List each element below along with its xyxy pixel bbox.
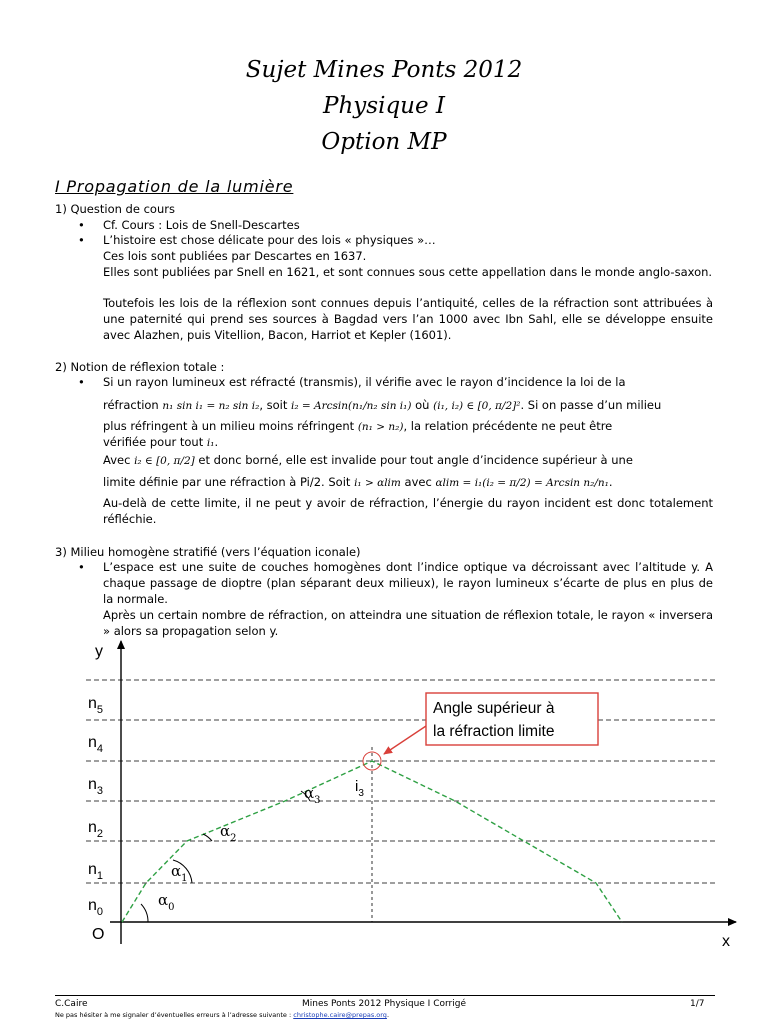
q2-text: limite définie par une réfraction à Pi/2. Soit — [103, 475, 351, 489]
q2-text: , soit — [259, 398, 288, 412]
q1-bullet-1: Cf. Cours : Lois de Snell-Descartes — [103, 218, 300, 232]
q2-text: vérifiée pour tout — [103, 435, 204, 449]
angle-subscript: 0 — [168, 902, 175, 913]
x-axis-label: x — [722, 933, 730, 950]
q1-paragraph: Elles sont publiées par Snell en 1621, et sont connues sous cette appellation dans le monde anglo-saxon. — [103, 265, 713, 279]
q2-text: réfraction — [103, 398, 159, 412]
snell-law-equation: n₁ sin i₁ = n₂ sin i₂ — [162, 400, 260, 412]
q2-text: et donc borné, elle est invalide pour tout angle d’incidence supérieur à une — [198, 453, 633, 467]
layer-symbol: n — [88, 695, 97, 712]
page-number: 1/7 — [690, 999, 705, 1009]
q2-line — [103, 398, 713, 415]
q1-paragraph: Ces lois sont publiées par Descartes en 1637. — [103, 249, 367, 263]
angle-labels — [158, 778, 364, 913]
q2-text: où — [415, 398, 430, 412]
q1-paragraph: Toutefois les lois de la réflexion sont connues depuis l’antiquité, celles de la réfraction sont attribuées à une paternité qui prend ses sources à Bagdad vers l’an 1000 avec Ibn Sahl, elle se développe ensuite avec Alazhen, puis Vitellion, Bacon, Harriot et Kepler (1601). — [103, 296, 713, 342]
layer-label — [88, 734, 103, 755]
layer-subscript: 2 — [96, 828, 104, 840]
incidence-subscript: 3 — [358, 788, 364, 799]
angle-symbol: α — [304, 784, 315, 802]
q2-line: vérifiée pour tout i₁. — [103, 435, 219, 449]
footer-email-link[interactable]: christophe.caire@prepas.org — [293, 1011, 387, 1019]
layer-subscript: 3 — [96, 785, 104, 797]
incidence-symbol: i — [355, 778, 359, 795]
layer-boundaries — [86, 680, 716, 883]
angle-bound-equation: i₂ ∈ [0, π/2] — [134, 455, 195, 467]
stratified-medium-diagram — [0, 636, 768, 956]
index-inequality: (n₁ > n₂) — [357, 421, 404, 433]
q3-paragraph: L’espace est une suite de couches homogènes dont l’indice optique va décroissant avec l’altitude y. A chaque passage de dioptre (plan séparant deux milieux), le rayon lumineux s’écarte de plus en plus de la normale. — [103, 560, 713, 606]
angle-subscript: 1 — [181, 873, 188, 884]
bullet-icon: • — [78, 233, 85, 247]
q2-text: avec — [404, 475, 432, 489]
angle-label — [304, 784, 321, 806]
origin-label: O — [92, 926, 105, 943]
callout-arrow — [384, 726, 426, 754]
angle-arc — [203, 834, 212, 841]
layer-label — [88, 897, 103, 918]
angle-label — [158, 891, 175, 913]
angle-arc — [141, 904, 148, 922]
layer-label — [88, 776, 103, 797]
q2-line — [103, 419, 713, 436]
document-option: Option MP — [321, 129, 447, 155]
layer-symbol: n — [88, 734, 97, 751]
q3-paragraph: Après un certain nombre de réfraction, on atteindra une situation de réflexion totale, le rayon « inversera » alors sa propagation selon y. — [103, 608, 713, 638]
layer-symbol: n — [88, 776, 97, 793]
layer-subscript: 0 — [96, 906, 104, 918]
q2-line — [103, 453, 713, 470]
footer-title: Mines Ponts 2012 Physique I Corrigé — [302, 999, 466, 1009]
callout-text: Angle supérieur à — [433, 700, 555, 717]
limit-inequality: i₁ > αlim — [354, 477, 401, 489]
angle-subscript: 3 — [314, 795, 321, 806]
layer-symbol: n — [88, 819, 97, 836]
angle-domain-equation: (i₁, i₂) ∈ [0, π/2]² — [433, 400, 521, 412]
angle-symbol: α — [158, 891, 169, 909]
q2-text: . Si on passe d’un milieu — [520, 398, 662, 412]
q2-text: , la relation précédente ne peut être — [403, 419, 613, 433]
q1-bullet-2: L’histoire est chose délicate pour des lois « physiques »… — [103, 233, 436, 247]
question-3-title: 3) Milieu homogène stratifié (vers l’équation iconale) — [55, 545, 361, 559]
refraction-angle-equation: i₂ = Arcsin(n₁/n₂ sin i₁) — [291, 400, 412, 412]
layer-subscript: 1 — [96, 870, 104, 882]
bullet-icon: • — [78, 560, 85, 574]
layer-symbol: n — [88, 861, 97, 878]
y-axis-label: y — [95, 643, 103, 660]
document-title: Sujet Mines Ponts 2012 — [245, 57, 523, 83]
layer-subscript: 5 — [96, 704, 104, 716]
layer-labels — [88, 695, 103, 918]
angle-symbol: α — [220, 822, 231, 840]
layer-label — [88, 861, 103, 882]
q2-line: limite définie par une réfraction à Pi/2. Soit i₁ > αlim avec αlim = i₁(i₂ = π/2) = Arcsin n₂/n₁. — [103, 475, 613, 489]
layer-label — [88, 695, 103, 716]
callout-text: la réfraction limite — [433, 723, 555, 740]
incidence-label — [355, 778, 364, 799]
incidence-symbol: i₁ — [206, 437, 215, 449]
angle-subscript: 2 — [230, 833, 237, 844]
q2-paragraph: Au-delà de cette limite, il ne peut y avoir de réfraction, l’énergie du rayon incident est donc totalement réfléchie. — [103, 496, 713, 526]
question-2-title: 2) Notion de réflexion totale : — [55, 360, 225, 374]
bullet-icon: • — [78, 375, 85, 389]
angle-symbol: α — [171, 862, 182, 880]
layer-symbol: n — [88, 897, 97, 914]
footer-rule — [55, 995, 715, 996]
question-1-title: 1) Question de cours — [55, 202, 175, 216]
footer-author: C.Caire — [55, 999, 88, 1009]
q2-text: plus réfringent à un milieu moins réfringent — [103, 419, 355, 433]
limit-angle-equation: αlim = i₁(i₂ = π/2) = Arcsin n₂/n₁ — [435, 477, 609, 489]
angle-label — [171, 862, 188, 884]
footer-note: Ne pas hésiter à me signaler d’éventuelles erreurs à l’adresse suivante : christophe.caire@prepas.org. — [55, 1011, 390, 1019]
q2-line: Si un rayon lumineux est réfracté (transmis), il vérifie avec le rayon d’incidence la loi de la — [103, 375, 626, 389]
q2-text: Avec — [103, 453, 131, 467]
footer-note-text: Ne pas hésiter à me signaler d’éventuelles erreurs à l’adresse suivante : — [55, 1011, 292, 1019]
bullet-icon: • — [78, 218, 85, 232]
layer-subscript: 4 — [96, 743, 104, 755]
section-heading: I Propagation de la lumière — [55, 177, 294, 196]
layer-label — [88, 819, 103, 840]
document-subtitle: Physique I — [323, 93, 445, 119]
